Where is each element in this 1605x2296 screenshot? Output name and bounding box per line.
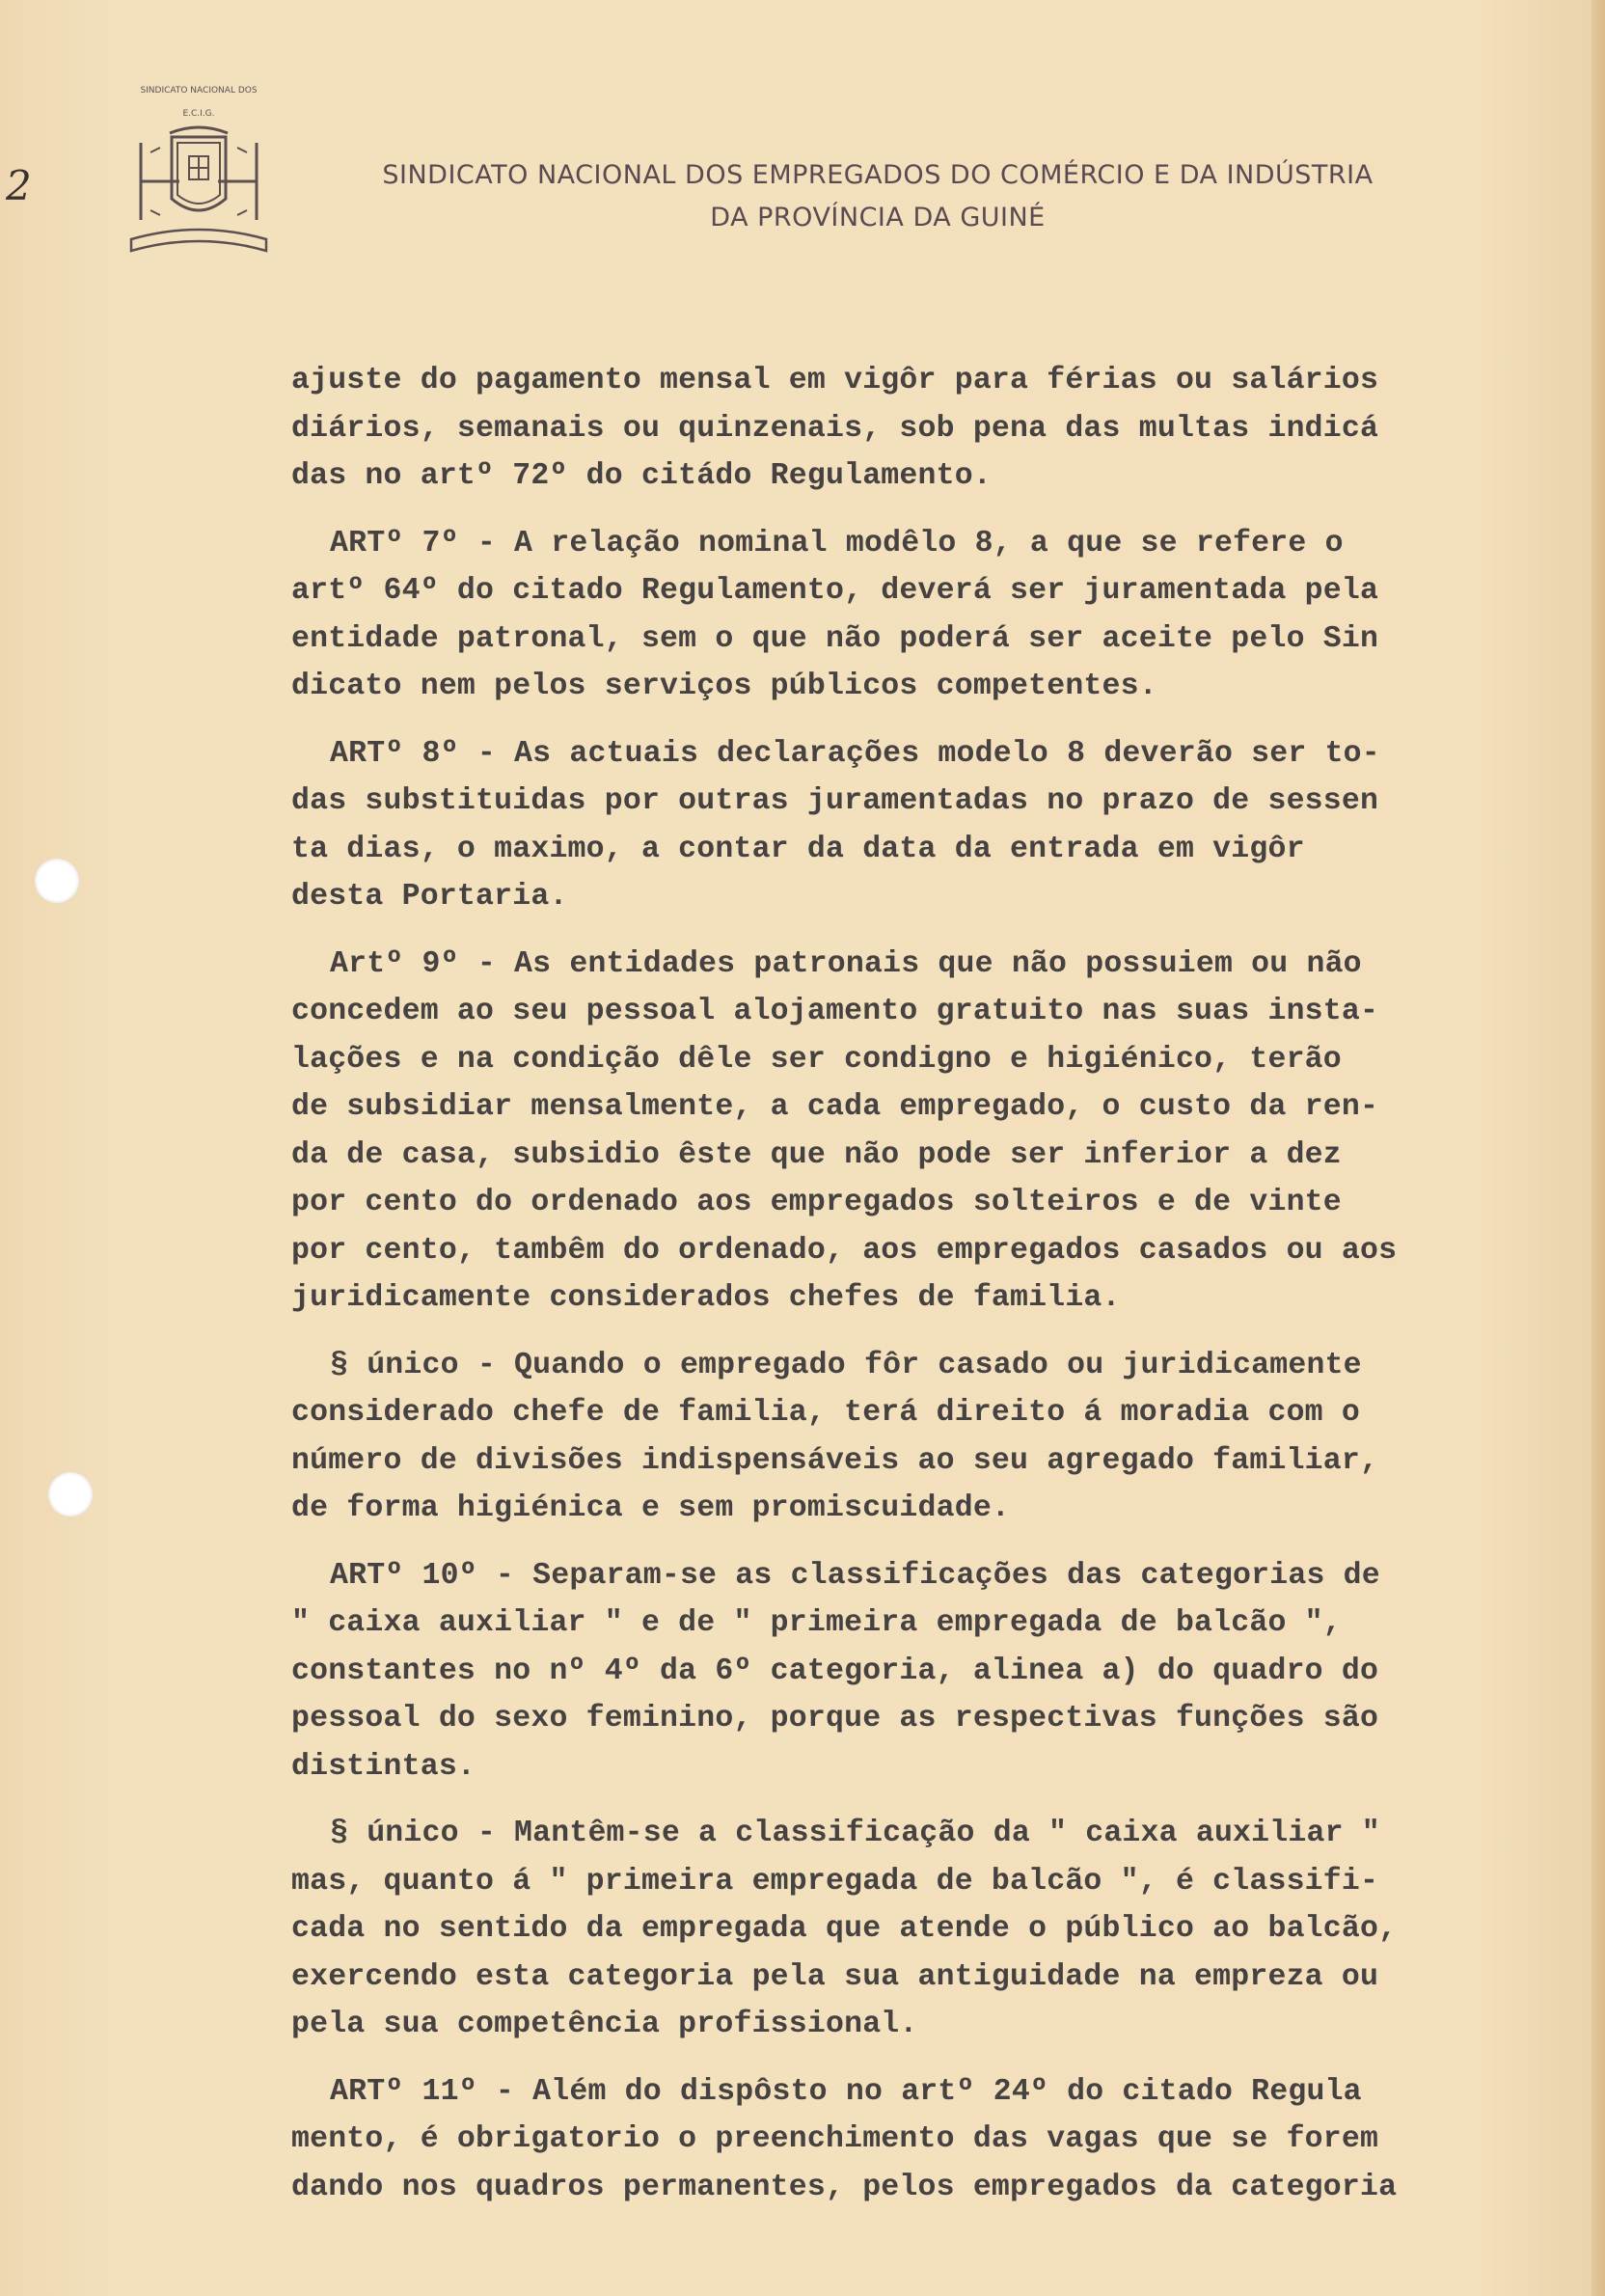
text-line: Artº 9º - As entidades patronais que não possuiem ou não [330, 946, 1362, 981]
paragraph [291, 941, 1470, 1323]
text-line: cada no sentido da empregada que atende o público ao balcão, [291, 1912, 1398, 1946]
paragraph [291, 520, 1470, 711]
text-line: § único - Quando o empregado fôr casado ou juridicamente [330, 1348, 1362, 1382]
text-line: diários, semanais ou quinzenais, sob pena das multas indicá [291, 411, 1379, 446]
text-line: pela sua competência profissional. [291, 2008, 918, 2041]
text-line: ARTº 7º - A relação nominal modêlo 8, a que se refere o [330, 526, 1344, 560]
text-line: pessoal do sexo feminino, porque as respectivas funções são [291, 1702, 1379, 1736]
text-line: de forma higiénica e sem promiscuidade. [291, 1491, 1011, 1525]
text-line: ARTº 8º - As actuais declarações modelo 8 deverão ser to- [330, 736, 1380, 771]
text-line: artº 64º do citado Regulamento, deverá ser juramentada pela [291, 574, 1379, 608]
document-body [291, 357, 1470, 2230]
text-line: exercendo esta categoria pela sua antiguidade na empreza ou [291, 1959, 1379, 1994]
paragraph [291, 357, 1470, 501]
punch-hole [48, 1472, 93, 1517]
paper-edge [1591, 0, 1605, 2296]
text-line: § único - Mantêm-se a classificação da " caixa auxiliar " [330, 1817, 1380, 1850]
text-line: mento, é obrigatorio o preenchimento das vagas que se forem [291, 2122, 1379, 2156]
logo-text-mid: E.C.I.G. [182, 109, 215, 119]
text-line: de subsidiar mensalmente, a cada empregado, o custo da ren- [291, 1090, 1379, 1124]
text-line: lações e na condição dêle ser condigno e higiénico, terão [291, 1042, 1342, 1077]
text-line: entidade patronal, sem o que não poderá ser aceite pelo Sin [291, 621, 1379, 656]
page-number: 2 [6, 162, 32, 209]
text-line: juridicamente considerados chefes de familia. [291, 1281, 1121, 1315]
text-line: concedem ao seu pessoal alojamento gratuito nas suas insta- [291, 995, 1379, 1028]
text-line: " caixa auxiliar " e de " primeira empregada de balcão ", [291, 1606, 1342, 1640]
text-line: ta dias, o maximo, a contar da data da entrada em vigôr [291, 832, 1305, 866]
text-line: por cento, tambêm do ordenado, aos empregados casados ou aos [291, 1233, 1398, 1268]
logo-text-top: SINDICATO NACIONAL DOS [140, 86, 258, 96]
text-line: número de divisões indispensáveis ao seu agregado familiar, [291, 1443, 1379, 1478]
header-line-2: DA PROVÍNCIA DA GUINÉ [710, 203, 1046, 232]
header-line-1: SINDICATO NACIONAL DOS EMPREGADOS DO COMÉRCIO E DA INDÚSTRIA [382, 160, 1374, 190]
text-line: dicato nem pelos serviços públicos competentes. [291, 670, 1157, 703]
paragraph [291, 1810, 1470, 2049]
paragraph [291, 1552, 1470, 1791]
text-line: considerado chefe de familia, terá direito á moradia com o [291, 1396, 1360, 1430]
document-header [318, 154, 1437, 239]
text-line: dando nos quadros permanentes, pelos empregados da categoria [291, 2170, 1398, 2204]
text-line: desta Portaria. [291, 880, 568, 914]
union-emblem-icon [122, 75, 276, 268]
text-line: por cento do ordenado aos empregados solteiros e de vinte [291, 1186, 1342, 1219]
text-line: da de casa, subsidio êste que não pode ser inferior a dez [291, 1137, 1342, 1172]
text-line: distintas. [291, 1749, 476, 1784]
text-line: ajuste do pagamento mensal em vigôr para férias ou salários [291, 364, 1379, 397]
text-line: mas, quanto á " primeira empregada de balcão ", é classifi- [291, 1864, 1379, 1899]
text-line: das substituidas por outras juramentadas no prazo de sessen [291, 784, 1379, 818]
text-line: constantes no nº 4º da 6º categoria, alinea a) do quadro do [291, 1654, 1379, 1688]
paragraph [291, 2068, 1470, 2212]
text-line: das no artº 72º do citádo Regulamento. [291, 459, 992, 493]
paragraph [291, 730, 1470, 921]
punch-hole [35, 859, 79, 903]
paragraph [291, 1342, 1470, 1533]
text-line: ARTº 11º - Além do dispôsto no artº 24º do citado Regula [330, 2074, 1362, 2109]
text-line: ARTº 10º - Separam-se as classificações das categorias de [330, 1558, 1380, 1593]
